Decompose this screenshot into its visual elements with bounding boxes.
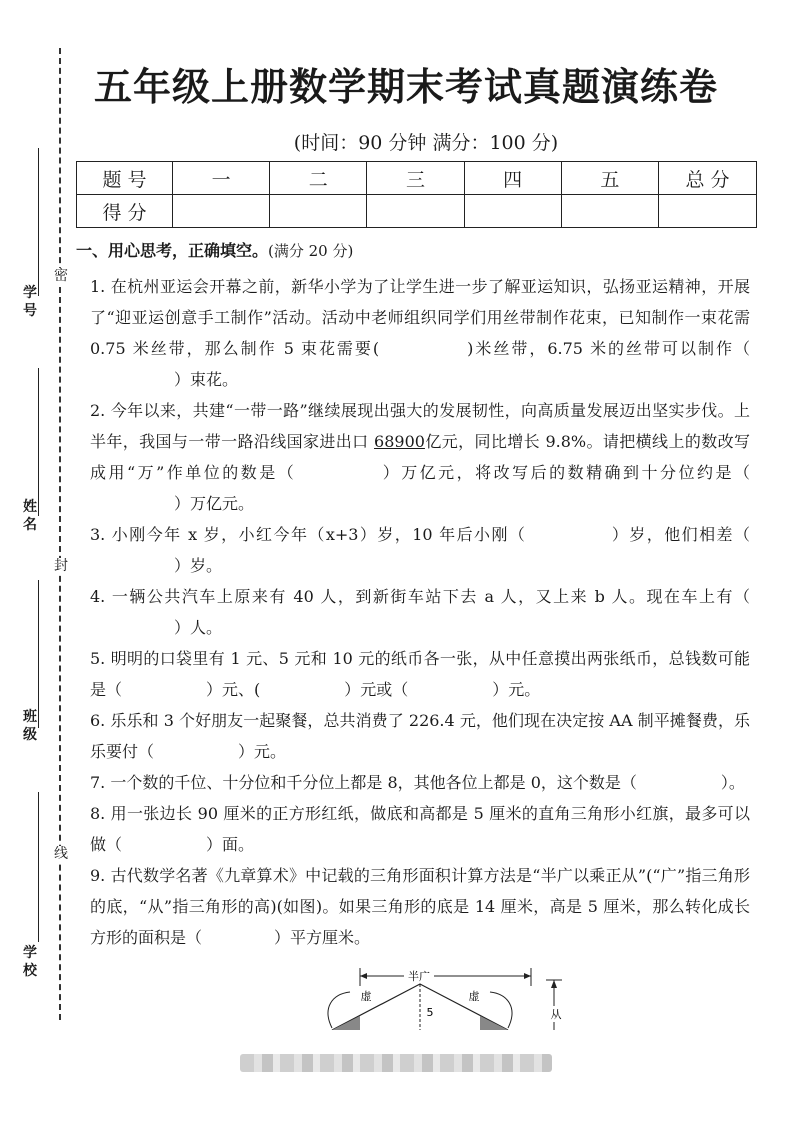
fig-left-label: 虚 xyxy=(360,990,372,1003)
header-cell: 三 xyxy=(367,162,464,195)
school-label: 学校 xyxy=(23,945,37,979)
section-1-score-note: (满分 20 分) xyxy=(268,242,354,260)
triangle-figure xyxy=(310,966,590,1030)
seal-word-feng: 封 xyxy=(54,558,68,574)
header-cell: 一 xyxy=(173,162,270,195)
question-list xyxy=(90,271,750,953)
arrow-head-left xyxy=(360,973,367,979)
header-cell: 二 xyxy=(270,162,367,195)
question-8: 8. 用一张边长 90 厘米的正方形红纸，做底和高都是 5 厘米的直角三角形小红旗，最多可以做（ ）面。 xyxy=(90,804,750,854)
name-label: 姓名 xyxy=(23,499,37,533)
score-cell[interactable] xyxy=(561,195,658,228)
question-5: 5. 明明的口袋里有 1 元、5 元和 10 元的纸币各一张，从中任意摸出两张纸币，总钱数可能是（ ）元、( ）元或（ ）元。 xyxy=(90,649,750,699)
question-3: 3. 小刚今年 x 岁，小红今年（x+3）岁，10 年后小刚（ ）岁，他们相差（）岁。 xyxy=(90,525,750,575)
name-write-line[interactable] xyxy=(38,368,39,516)
height-arrow-head xyxy=(551,980,557,988)
blurred-watermark xyxy=(240,1054,552,1072)
arrow-head-right xyxy=(524,973,531,979)
seal-word-xian: 线 xyxy=(54,846,68,862)
header-cell: 四 xyxy=(464,162,561,195)
student-id-write-line[interactable] xyxy=(38,148,39,296)
seal-word-mi: 密 xyxy=(54,268,68,284)
header-cell: 题 号 xyxy=(77,162,173,195)
fig-height-label: 从 xyxy=(550,1008,562,1021)
question-1: 1. 在杭州亚运会开幕之前，新华小学为了让学生进一步了解亚运知识，弘扬亚运精神，开展了“迎亚运创意手工制作”活动。活动中老师组织同学们用丝带制作花束，已知制作一束花需 0.75 米丝带，那么制作 5 束花需要( )米丝带，6.75 米的丝带可以制作（）束花。 xyxy=(90,277,750,389)
school-write-line[interactable] xyxy=(38,792,39,942)
header-cell: 五 xyxy=(561,162,658,195)
score-cell[interactable] xyxy=(270,195,367,228)
student-id-label: 学号 xyxy=(23,285,37,319)
page-title: 五年级上册数学期末考试真题演练卷 xyxy=(93,64,718,109)
header-cell: 总 分 xyxy=(659,162,757,195)
class-label: 班级 xyxy=(23,709,37,743)
score-row-label: 得 分 xyxy=(77,195,173,228)
section-1-heading: 一、用心思考，正确填空。(满分 20 分) xyxy=(76,241,354,260)
exam-info: (时间：90 分钟 满分：100 分) xyxy=(293,132,559,154)
fig-height-value: 5 xyxy=(426,1006,434,1019)
score-cell[interactable] xyxy=(173,195,270,228)
half-base-label: 半广 xyxy=(408,970,430,983)
question-9: 9. 古代数学名著《九章算术》中记载的三角形面积计算方法是“半广以乘正从”(“广”指三角形的底，“从”指三角形的高)(如图)。如果三角形的底是 14 厘米，高是 5 厘米，那么转化成长方形的面积是（ ）平方厘米。 xyxy=(90,866,750,947)
class-write-line[interactable] xyxy=(38,580,39,728)
score-cell[interactable] xyxy=(659,195,757,228)
score-table-header-row xyxy=(77,162,757,195)
question-4: 4. 一辆公共汽车上原来有 40 人，到新街车站下去 a 人，又上来 b 人。现在车上有（）人。 xyxy=(90,587,750,637)
binding-dashed-line xyxy=(59,48,61,1020)
question-7: 7. 一个数的千位、十分位和千分位上都是 8，其他各位上都是 0，这个数是（ ）。 xyxy=(90,773,745,792)
underlined-number: 68900 xyxy=(374,432,425,451)
question-2: 2. 今年以来，共建“一带一路”继续展现出强大的发展韧性，向高质量发展迈出坚实步伐。上半年，我国与一带一路沿线国家进出口 68900亿元，同比增长 9.8%。请把横线上的数改写成用“万”作单位的数是（ ）万亿元，将改写后的数精确到十分位约是（）万亿元。 xyxy=(90,401,750,513)
question-6: 6. 乐乐和 3 个好朋友一起聚餐，总共消费了 226.4 元，他们现在决定按 AA 制平摊餐费，乐乐要付（ ）元。 xyxy=(90,711,750,761)
score-cell[interactable] xyxy=(464,195,561,228)
score-cell[interactable] xyxy=(367,195,464,228)
score-table xyxy=(76,161,757,228)
fig-right-label: 虚 xyxy=(468,990,480,1003)
score-table-score-row xyxy=(77,195,757,228)
